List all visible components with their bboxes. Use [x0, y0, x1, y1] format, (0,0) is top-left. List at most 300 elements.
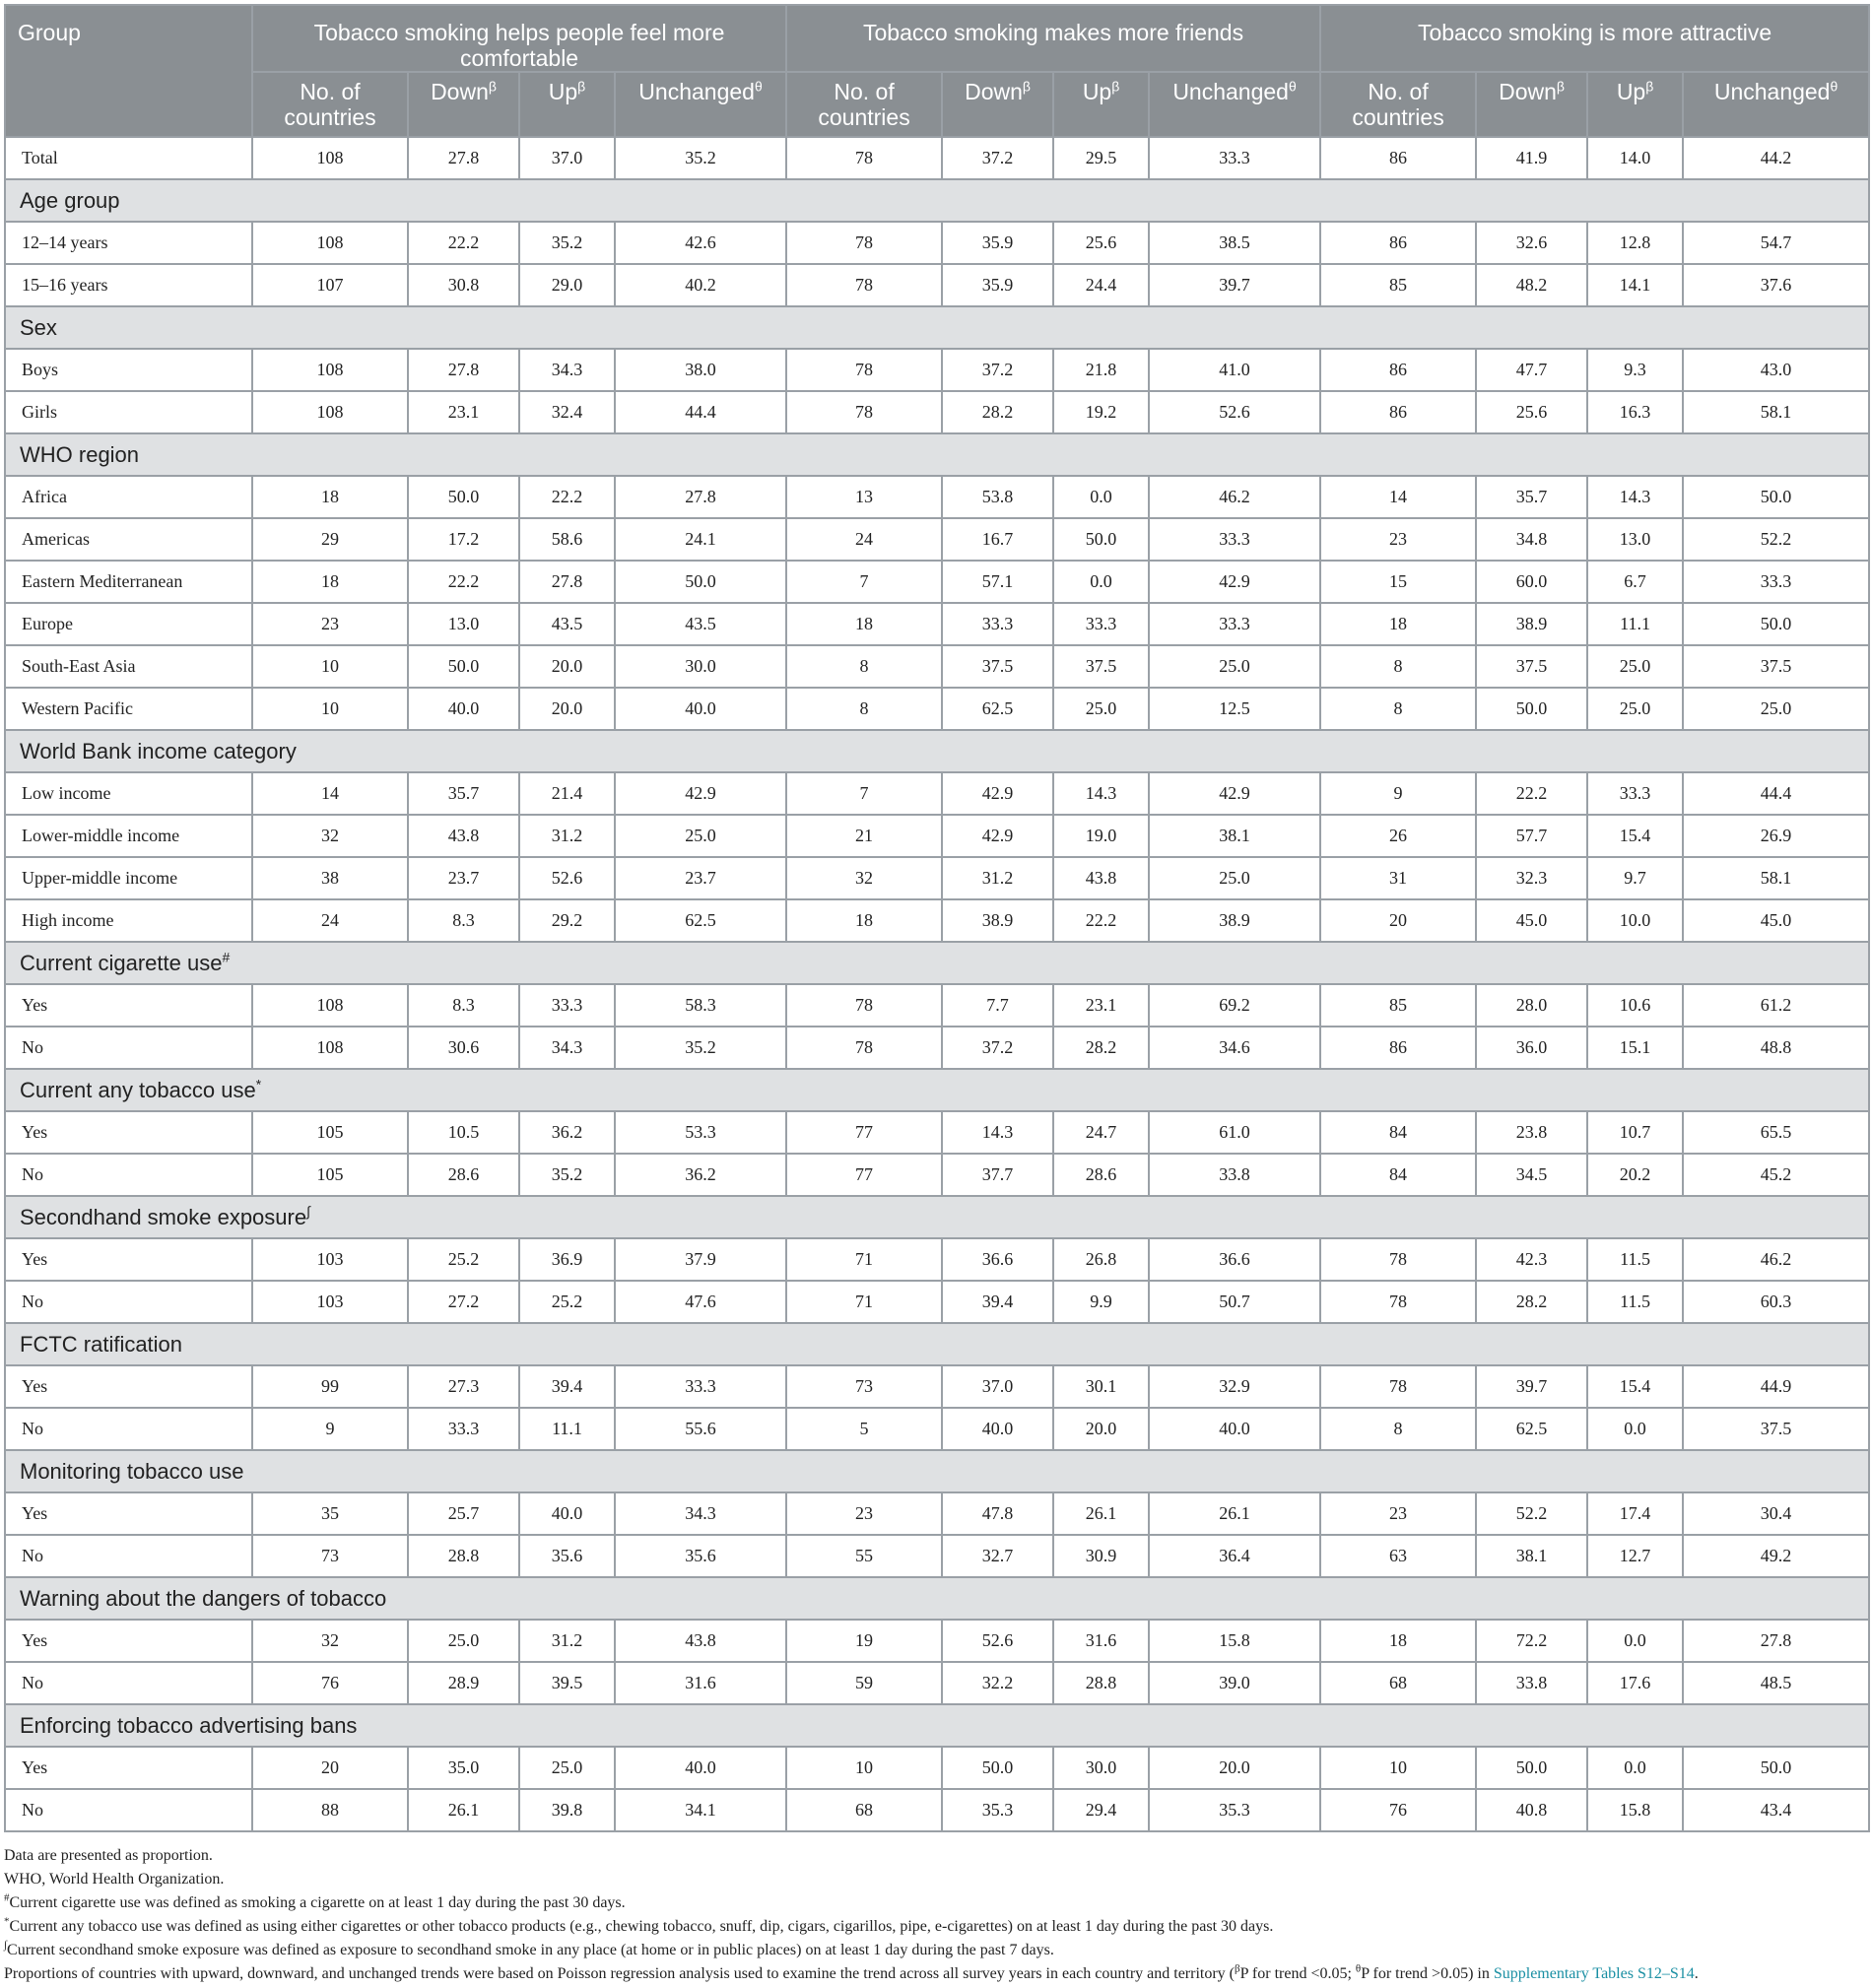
table-cell: 25.0	[1683, 688, 1869, 730]
section-row	[5, 179, 1869, 222]
table-cell: 10.0	[1587, 899, 1683, 942]
table-row	[5, 1789, 1869, 1831]
subheader-down	[1476, 72, 1587, 137]
table-cell: 50.0	[1476, 688, 1587, 730]
table-cell: 18	[1320, 1620, 1476, 1662]
table-cell: 8.3	[408, 984, 519, 1027]
trend-mark: β	[1645, 78, 1654, 95]
table-cell: 61.2	[1683, 984, 1869, 1027]
table-cell: 23.7	[408, 857, 519, 899]
table-cell: 40.2	[615, 264, 786, 306]
footnote-text: Proportions of countries with upward, downward, and unchanged trends were based on Poisson regression analysis used to examine the trend across all survey years in each country and territory (	[4, 1965, 1235, 1982]
table-cell: 8.3	[408, 899, 519, 942]
table-cell: 33.8	[1149, 1154, 1320, 1196]
table-cell: 7.7	[942, 984, 1053, 1027]
table-cell: 42.3	[1476, 1238, 1587, 1281]
row-label: Total	[5, 137, 252, 179]
table-cell: 25.6	[1053, 222, 1149, 264]
table-cell: 78	[786, 222, 942, 264]
trend-mark: θ	[754, 78, 763, 95]
section-row	[5, 1323, 1869, 1365]
table-cell: 13.0	[1587, 518, 1683, 561]
table-cell: 43.5	[519, 603, 615, 645]
footnote-text: P for trend <0.05;	[1239, 1965, 1356, 1982]
table-cell: 23.1	[1053, 984, 1149, 1027]
table-cell: 38.1	[1476, 1535, 1587, 1577]
table-cell: 47.8	[942, 1492, 1053, 1535]
table-cell: 103	[252, 1281, 408, 1323]
table-cell: 34.1	[615, 1789, 786, 1831]
table-cell: 47.6	[615, 1281, 786, 1323]
row-label: Lower-middle income	[5, 815, 252, 857]
table-cell: 25.0	[408, 1620, 519, 1662]
table-cell: 107	[252, 264, 408, 306]
table-cell: 108	[252, 1027, 408, 1069]
section-row	[5, 730, 1869, 772]
table-cell: 25.0	[1587, 688, 1683, 730]
table-row	[5, 349, 1869, 391]
table-cell: 15	[1320, 561, 1476, 603]
table-cell: 26.1	[1053, 1492, 1149, 1535]
table-cell: 32.3	[1476, 857, 1587, 899]
table-cell: 50.0	[1053, 518, 1149, 561]
table-cell: 36.9	[519, 1238, 615, 1281]
table-cell: 35	[252, 1492, 408, 1535]
table-cell: 11.5	[1587, 1281, 1683, 1323]
table-cell: 78	[1320, 1365, 1476, 1408]
table-cell: 77	[786, 1111, 942, 1154]
subheader-down	[942, 72, 1053, 137]
table-cell: 38.9	[1476, 603, 1587, 645]
table-row	[5, 772, 1869, 815]
table-cell: 37.5	[1683, 645, 1869, 688]
table-cell: 46.2	[1149, 476, 1320, 518]
table-cell: 21.4	[519, 772, 615, 815]
table-cell: 78	[786, 137, 942, 179]
subheader-unchanged	[615, 72, 786, 137]
table-cell: 14	[1320, 476, 1476, 518]
row-label: Yes	[5, 1620, 252, 1662]
table-row	[5, 1111, 1869, 1154]
table-cell: 40.0	[408, 688, 519, 730]
table-cell: 77	[786, 1154, 942, 1196]
table-cell: 20.0	[519, 645, 615, 688]
table-cell: 85	[1320, 984, 1476, 1027]
table-cell: 71	[786, 1281, 942, 1323]
table-cell: 73	[252, 1535, 408, 1577]
section-label	[5, 730, 1869, 772]
table-row	[5, 1492, 1869, 1535]
row-label: Americas	[5, 518, 252, 561]
table-cell: 48.2	[1476, 264, 1587, 306]
table-cell: 36.2	[519, 1111, 615, 1154]
table-cell: 108	[252, 222, 408, 264]
table-cell: 23.1	[408, 391, 519, 433]
table-cell: 20.0	[519, 688, 615, 730]
table-cell: 35.2	[615, 1027, 786, 1069]
row-label: Eastern Mediterranean	[5, 561, 252, 603]
table-cell: 7	[786, 561, 942, 603]
table-cell: 25.0	[1149, 645, 1320, 688]
table-cell: 40.0	[1149, 1408, 1320, 1450]
row-label: Yes	[5, 984, 252, 1027]
table-cell: 35.2	[519, 1154, 615, 1196]
table-cell: 73	[786, 1365, 942, 1408]
table-cell: 45.2	[1683, 1154, 1869, 1196]
table-cell: 38.5	[1149, 222, 1320, 264]
table-row	[5, 1747, 1869, 1789]
table-row	[5, 1535, 1869, 1577]
table-cell: 0.0	[1053, 561, 1149, 603]
table-cell: 38.9	[1149, 899, 1320, 942]
table-row	[5, 1281, 1869, 1323]
table-cell: 8	[786, 645, 942, 688]
table-cell: 105	[252, 1154, 408, 1196]
table-cell: 78	[786, 984, 942, 1027]
table-cell: 29.4	[1053, 1789, 1149, 1831]
table-cell: 39.0	[1149, 1662, 1320, 1704]
table-cell: 24.4	[1053, 264, 1149, 306]
section-row	[5, 1196, 1869, 1238]
table-cell: 86	[1320, 1027, 1476, 1069]
table-cell: 54.7	[1683, 222, 1869, 264]
subheader-label: Unchanged	[638, 79, 755, 104]
table-cell: 25.0	[1053, 688, 1149, 730]
table-cell: 34.8	[1476, 518, 1587, 561]
subheader-count	[1320, 72, 1476, 137]
row-label: Western Pacific	[5, 688, 252, 730]
table-cell: 0.0	[1587, 1620, 1683, 1662]
table-cell: 52.6	[1149, 391, 1320, 433]
table-cell: 15.4	[1587, 815, 1683, 857]
section-row	[5, 433, 1869, 476]
table-cell: 52.6	[519, 857, 615, 899]
table-cell: 48.5	[1683, 1662, 1869, 1704]
table-cell: 8	[1320, 688, 1476, 730]
table-cell: 42.9	[1149, 561, 1320, 603]
table-cell: 27.8	[1683, 1620, 1869, 1662]
table-cell: 27.8	[408, 349, 519, 391]
table-cell: 40.0	[942, 1408, 1053, 1450]
table-cell: 20.0	[1053, 1408, 1149, 1450]
table-cell: 31.6	[615, 1662, 786, 1704]
table-cell: 19.0	[1053, 815, 1149, 857]
table-cell: 35.6	[615, 1535, 786, 1577]
table-header	[5, 5, 1869, 137]
table-cell: 25.2	[519, 1281, 615, 1323]
table-cell: 37.7	[942, 1154, 1053, 1196]
table-cell: 24	[252, 899, 408, 942]
table-cell: 37.2	[942, 137, 1053, 179]
footnote-secondhand	[4, 1939, 1868, 1962]
table-row	[5, 815, 1869, 857]
table-cell: 32.4	[519, 391, 615, 433]
table-cell: 39.4	[942, 1281, 1053, 1323]
table-cell: 28.8	[1053, 1662, 1149, 1704]
table-cell: 99	[252, 1365, 408, 1408]
footnote-text: P for trend >0.05) in	[1361, 1965, 1494, 1982]
table-row	[5, 1620, 1869, 1662]
table-cell: 33.3	[519, 984, 615, 1027]
table-cell: 78	[786, 349, 942, 391]
table-cell: 32.6	[1476, 222, 1587, 264]
table-cell: 68	[1320, 1662, 1476, 1704]
table-cell: 76	[1320, 1789, 1476, 1831]
section-label	[5, 1323, 1869, 1365]
table-row	[5, 984, 1869, 1027]
table-row	[5, 603, 1869, 645]
table-cell: 19.2	[1053, 391, 1149, 433]
table-cell: 28.2	[942, 391, 1053, 433]
table-cell: 9.9	[1053, 1281, 1149, 1323]
table-cell: 20.0	[1149, 1747, 1320, 1789]
table-cell: 59	[786, 1662, 942, 1704]
subheader-label: Up	[548, 79, 578, 104]
table-cell: 12.8	[1587, 222, 1683, 264]
table-cell: 62.5	[1476, 1408, 1587, 1450]
table-cell: 33.3	[1053, 603, 1149, 645]
subheader-up	[519, 72, 615, 137]
subheader-label: No. of countries	[1352, 79, 1444, 130]
table-cell: 35.9	[942, 222, 1053, 264]
table-row	[5, 857, 1869, 899]
table-cell: 7	[786, 772, 942, 815]
table-cell: 25.0	[615, 815, 786, 857]
table-cell: 45.0	[1476, 899, 1587, 942]
footnote-mark: #	[4, 1891, 10, 1904]
table-cell: 34.6	[1149, 1027, 1320, 1069]
table-row	[5, 688, 1869, 730]
table-cell: 35.2	[519, 222, 615, 264]
subheader-label: No. of countries	[818, 79, 910, 130]
table-cell: 39.7	[1149, 264, 1320, 306]
table-cell: 108	[252, 137, 408, 179]
section-text: Enforcing tobacco advertising bans	[20, 1712, 358, 1738]
table-cell: 14.1	[1587, 264, 1683, 306]
trend-mark: β	[1111, 78, 1120, 95]
table-cell: 35.3	[942, 1789, 1053, 1831]
table-cell: 33.3	[408, 1408, 519, 1450]
table-cell: 58.3	[615, 984, 786, 1027]
table-cell: 35.7	[408, 772, 519, 815]
table-cell: 29	[252, 518, 408, 561]
section-text: Sex	[20, 314, 57, 340]
table-cell: 42.9	[1149, 772, 1320, 815]
table-row	[5, 561, 1869, 603]
trend-mark: β	[1022, 78, 1031, 95]
table-cell: 78	[1320, 1281, 1476, 1323]
table-cell: 57.1	[942, 561, 1053, 603]
table-cell: 18	[786, 603, 942, 645]
table-cell: 30.1	[1053, 1365, 1149, 1408]
table-cell: 15.4	[1587, 1365, 1683, 1408]
table-cell: 0.0	[1587, 1408, 1683, 1450]
table-cell: 42.9	[942, 772, 1053, 815]
table-cell: 14.0	[1587, 137, 1683, 179]
table-cell: 33.3	[615, 1365, 786, 1408]
section-label	[5, 1577, 1869, 1620]
topic-header-friends: Tobacco smoking makes more friends	[786, 5, 1320, 72]
table-cell: 14.3	[942, 1111, 1053, 1154]
subheader-label: Unchanged	[1172, 79, 1289, 104]
subheader-up	[1053, 72, 1149, 137]
row-label: 12–14 years	[5, 222, 252, 264]
section-text: Secondhand smoke exposure	[20, 1204, 307, 1229]
table-cell: 32.9	[1149, 1365, 1320, 1408]
subheader-unchanged	[1683, 72, 1869, 137]
table-cell: 35.0	[408, 1747, 519, 1789]
table-cell: 37.5	[1053, 645, 1149, 688]
table-cell: 50.0	[1476, 1747, 1587, 1789]
footnote-mark: β	[1235, 1962, 1240, 1975]
table-cell: 28.2	[1053, 1027, 1149, 1069]
table-cell: 43.0	[1683, 349, 1869, 391]
table-cell: 36.2	[615, 1154, 786, 1196]
row-label: Low income	[5, 772, 252, 815]
table-cell: 28.8	[408, 1535, 519, 1577]
table-cell: 20	[252, 1747, 408, 1789]
row-label: Africa	[5, 476, 252, 518]
topic-header-comfortable: Tobacco smoking helps people feel more comfortable	[252, 5, 786, 72]
table-cell: 23	[1320, 518, 1476, 561]
table-cell: 30.0	[1053, 1747, 1149, 1789]
table-cell: 53.3	[615, 1111, 786, 1154]
table-cell: 8	[786, 688, 942, 730]
subheader-label: Unchanged	[1713, 79, 1831, 104]
row-label: Yes	[5, 1365, 252, 1408]
table-cell: 43.5	[615, 603, 786, 645]
table-cell: 27.2	[408, 1281, 519, 1323]
table-cell: 50.0	[942, 1747, 1053, 1789]
row-label: Yes	[5, 1111, 252, 1154]
table-row	[5, 1154, 1869, 1196]
subheader-label: Down	[1499, 79, 1557, 104]
table-cell: 30.6	[408, 1027, 519, 1069]
table-cell: 37.5	[942, 645, 1053, 688]
table-cell: 29.0	[519, 264, 615, 306]
trend-mark: β	[488, 78, 497, 95]
table-cell: 10	[252, 645, 408, 688]
footnote-text: Current any tobacco use was defined as using either cigarettes or other tobacco products (e.g., chewing tobacco, snuff, dip, cigars, cigarillos, pipe, e-cigarettes) on at least 1 day during the past 30 days.	[9, 1918, 1274, 1935]
table-cell: 55	[786, 1535, 942, 1577]
table-cell: 42.6	[615, 222, 786, 264]
table-cell: 30.9	[1053, 1535, 1149, 1577]
table-cell: 30.4	[1683, 1492, 1869, 1535]
table-cell: 78	[786, 1027, 942, 1069]
table-cell: 32	[252, 1620, 408, 1662]
table-cell: 13	[786, 476, 942, 518]
section-text: Monitoring tobacco use	[20, 1458, 244, 1484]
table-cell: 17.4	[1587, 1492, 1683, 1535]
footnote-mark: ∫	[306, 1203, 310, 1220]
table-cell: 105	[252, 1111, 408, 1154]
section-label	[5, 1450, 1869, 1492]
table-cell: 55.6	[615, 1408, 786, 1450]
table-cell: 52.2	[1476, 1492, 1587, 1535]
table-cell: 28.6	[408, 1154, 519, 1196]
table-cell: 26	[1320, 815, 1476, 857]
table-cell: 17.2	[408, 518, 519, 561]
table-cell: 34.3	[519, 1027, 615, 1069]
table-cell: 61.0	[1149, 1111, 1320, 1154]
table-cell: 18	[252, 476, 408, 518]
table-cell: 38.0	[615, 349, 786, 391]
table-cell: 22.2	[408, 222, 519, 264]
table-cell: 38.1	[1149, 815, 1320, 857]
section-label	[5, 1069, 1869, 1111]
section-row	[5, 1577, 1869, 1620]
section-row	[5, 942, 1869, 984]
table-cell: 26.1	[1149, 1492, 1320, 1535]
table-cell: 49.2	[1683, 1535, 1869, 1577]
table-cell: 65.5	[1683, 1111, 1869, 1154]
topic-header-attractive: Tobacco smoking is more attractive	[1320, 5, 1869, 72]
table-cell: 40.0	[615, 688, 786, 730]
table-cell: 28.6	[1053, 1154, 1149, 1196]
footnote-text: Current cigarette use was defined as smoking a cigarette on at least 1 day during the past 30 days.	[9, 1894, 626, 1911]
table-cell: 31.6	[1053, 1620, 1149, 1662]
table-cell: 37.2	[942, 1027, 1053, 1069]
table-cell: 33.3	[1587, 772, 1683, 815]
table-cell: 86	[1320, 222, 1476, 264]
supplementary-tables-link[interactable]: Supplementary Tables S12–S14	[1493, 1965, 1695, 1982]
subheader-label: Down	[965, 79, 1023, 104]
section-text: Current any tobacco use	[20, 1077, 256, 1102]
table-cell: 76	[252, 1662, 408, 1704]
table-cell: 50.0	[1683, 603, 1869, 645]
table-cell: 23	[786, 1492, 942, 1535]
footnote-any-tobacco	[4, 1915, 1868, 1939]
table-row	[5, 391, 1869, 433]
table-cell: 9.3	[1587, 349, 1683, 391]
table-cell: 33.8	[1476, 1662, 1587, 1704]
table-cell: 37.2	[942, 349, 1053, 391]
trend-mark: β	[577, 78, 586, 95]
trend-mark: θ	[1830, 78, 1839, 95]
table-cell: 50.7	[1149, 1281, 1320, 1323]
table-cell: 47.7	[1476, 349, 1587, 391]
table-cell: 33.3	[1149, 518, 1320, 561]
table-cell: 50.0	[1683, 476, 1869, 518]
table-cell: 9	[1320, 772, 1476, 815]
table-cell: 71	[786, 1238, 942, 1281]
section-text: World Bank income category	[20, 738, 297, 763]
table-cell: 33.3	[1683, 561, 1869, 603]
table-cell: 6.7	[1587, 561, 1683, 603]
table-row	[5, 518, 1869, 561]
row-label: Girls	[5, 391, 252, 433]
table-cell: 27.8	[519, 561, 615, 603]
table-cell: 44.4	[1683, 772, 1869, 815]
table-cell: 32	[786, 857, 942, 899]
table-row	[5, 1408, 1869, 1450]
footnotes	[4, 1844, 1868, 1986]
subheader-label: No. of countries	[284, 79, 376, 130]
footnote-mark: *	[4, 1915, 10, 1928]
section-label	[5, 1704, 1869, 1747]
table-cell: 12.7	[1587, 1535, 1683, 1577]
table-row	[5, 645, 1869, 688]
table-cell: 9.7	[1587, 857, 1683, 899]
table-cell: 25.7	[408, 1492, 519, 1535]
row-label: No	[5, 1281, 252, 1323]
footnote-cigarette	[4, 1891, 1868, 1915]
footnote-mark: #	[222, 949, 231, 965]
table-cell: 14.3	[1587, 476, 1683, 518]
section-row	[5, 1704, 1869, 1747]
table-cell: 20.2	[1587, 1154, 1683, 1196]
table-cell: 37.5	[1683, 1408, 1869, 1450]
